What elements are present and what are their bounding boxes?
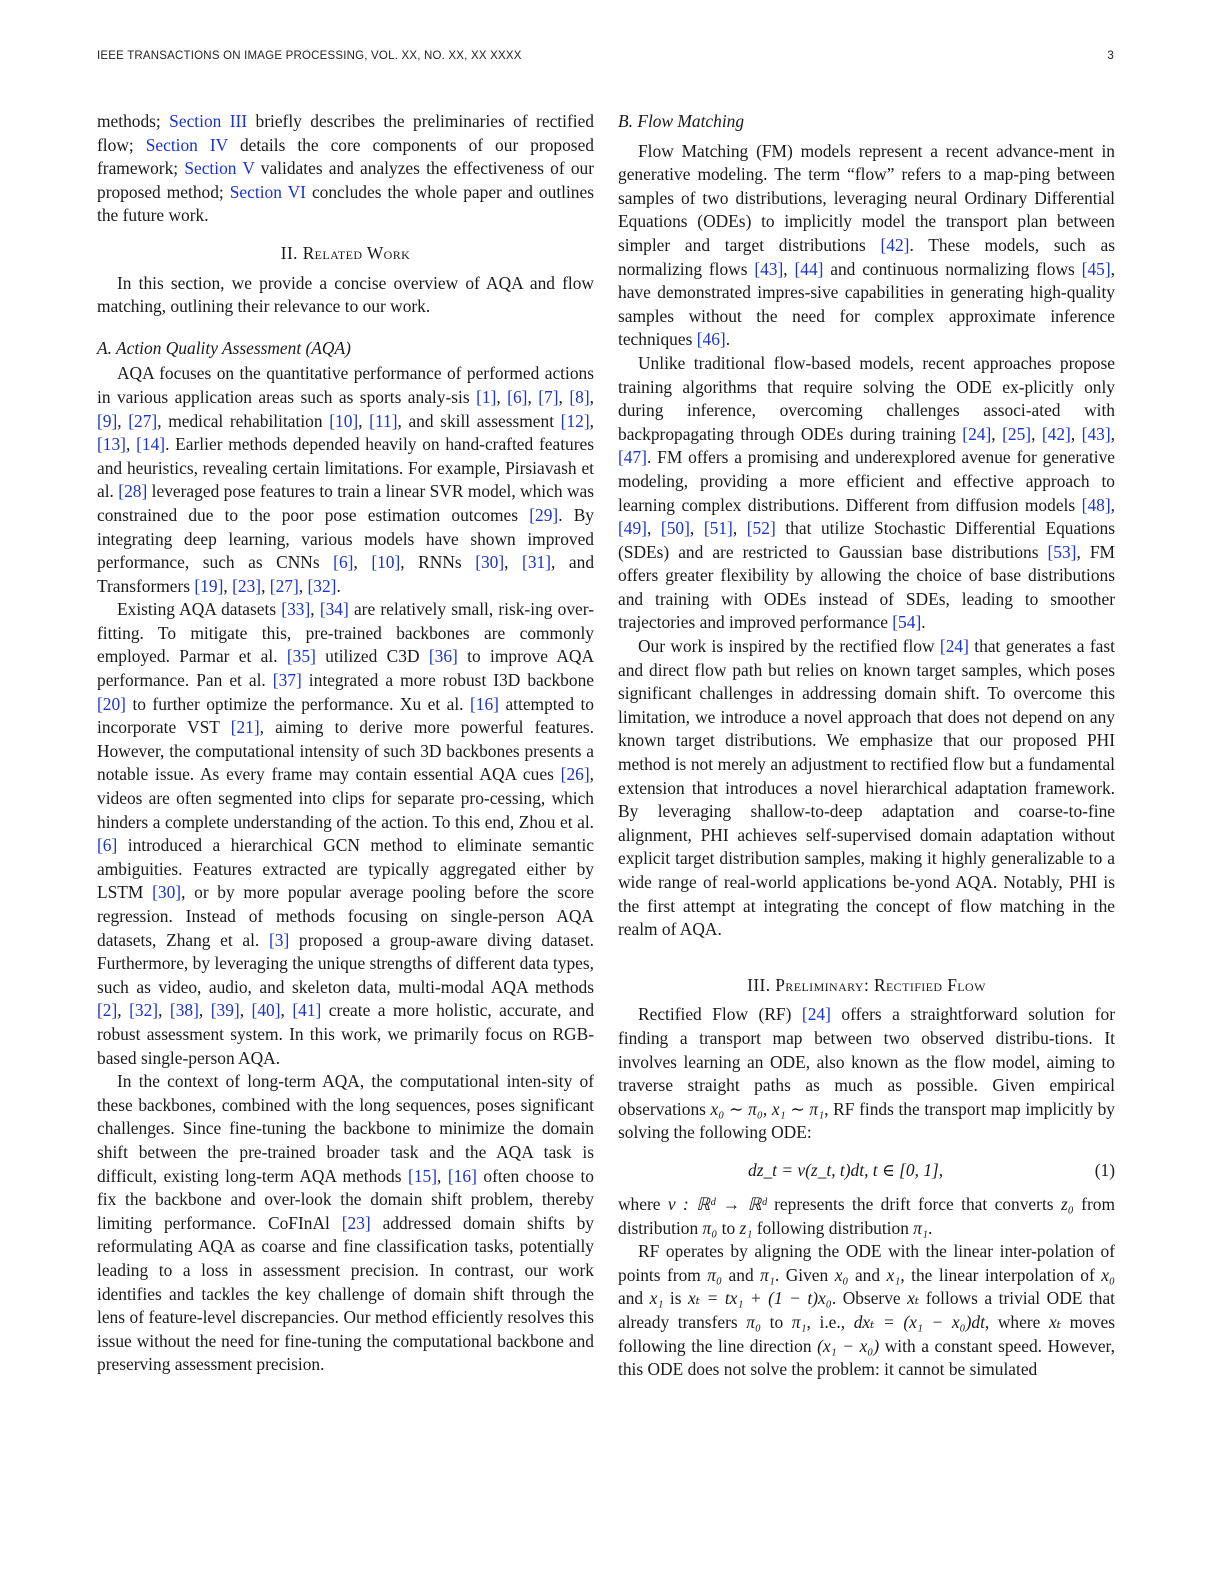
citation-link[interactable]: [8] xyxy=(569,386,590,407)
citation-link[interactable]: [27] xyxy=(269,575,299,596)
citation-link[interactable]: [7] xyxy=(538,386,559,407)
citation-link[interactable]: [32] xyxy=(129,1000,159,1021)
citation-link[interactable]: [6] xyxy=(97,835,118,856)
aqa-paragraph-3: In the context of long-term AQA, the computational inten-sity of these backbones, combined with the long sequences, poses significant challenges. Since fine-tuning the backbone to minimize the domain shift between the pre-trained broader task and the AQA task is difficult, existing long-term AQA methods [15], [16] often choose to fix the backbone and over-look the domain shift problem, thereby limiting performance. CoFInAl [23] addressed domain shifts by reformulating AQA as coarse and fine classification tasks, potentially leading to a loss in assessment precision. In contrast, our work identifies and tackles the key challenge of domain shift through the lens of feature-level discrepancies. Our method efficiently resolves this issue without the need for fine-tuning the computational backbone and preserving assessment precision. xyxy=(97,1071,595,1375)
section-heading-related-work: II. Related Work xyxy=(280,242,411,263)
citation-link[interactable]: [21] xyxy=(230,717,260,738)
citation-link[interactable]: [27] xyxy=(128,410,158,431)
citation-link[interactable]: [35] xyxy=(286,646,316,667)
citation-link[interactable]: [39] xyxy=(210,1000,240,1021)
citation-link[interactable]: [43] xyxy=(1081,423,1111,444)
citation-link[interactable]: [6] xyxy=(507,386,528,407)
citation-link[interactable]: [29] xyxy=(529,504,559,525)
fm-paragraph-2: Unlike traditional flow-based models, recent approaches propose training algorithms that require solving the ODE ex-plicitly only during inference, overcoming challenges associ-ated with backpropagating through ODEs during training [24], [25], [42], [43], [47]. FM offers a promising and underexplored avenue for generative modeling, providing a more efficient and effective approach to learning complex distributions. Different from diffusion models [48], [49], [50], [51], [52] that utilize Stochastic Differential Equations (SDEs) and are restricted to Gaussian base distributions [53], FM offers greater flexibility by allowing the choice of base distributions and training with ODEs instead of SDEs, leading to smoother trajectories and improved performance [54]. xyxy=(618,352,1116,633)
citation-link[interactable]: [13] xyxy=(97,434,126,455)
citation-link[interactable]: [50] xyxy=(660,518,690,539)
citation-link[interactable]: [42] xyxy=(880,234,910,255)
citation-link[interactable]: [38] xyxy=(169,1000,199,1021)
subsection-heading-aqa: A. Action Quality Assessment (AQA) xyxy=(97,337,351,358)
aqa-paragraph-1: AQA focuses on the quantitative performance of performed actions in various application areas such as sports analy-sis [1], [6], [7], [8], [9], [27], medical rehabilitation [10], [11], and skill assessment [12], [13], [14]. Earlier methods depended heavily on hand-crafted features and heuristics, revealing certain limitations. For example, Pirsiavash et al. [28] leveraged pose features to train a linear SVR model, which was constrained due to the poor pose estimation outcomes [29]. By integrating deep learning, various models have shown improved performance, such as CNNs [6], [10], RNNs [30], [31], and Transformers [19], [23], [27], [32]. xyxy=(97,363,595,596)
rf-paragraph-3: RF operates by aligning the ODE with the linear inter-polation of points from π₀ and π₁. Given x₀ and x₁, the linear interpolation of x₀ and x₁ is xₜ = tx₁ + (1 − t)x₀. Observe xₜ follows a trivial ODE that already transfers π₀ to π₁, i.e., dxₜ = (x₁ − x₀)dt, where xₜ moves following the line direction (x₁ − x₀) with a constant speed. However, this ODE does not solve the problem: it cannot be simulated xyxy=(618,1241,1115,1380)
citation-link[interactable]: [31] xyxy=(522,552,552,573)
rf-paragraph-2: where v : ℝᵈ → ℝᵈ represents the drift force that converts z₀ from distribution π₀ to z₁ following distribution π₁. xyxy=(618,1193,1115,1238)
citation-link[interactable]: [54] xyxy=(892,612,922,633)
citation-link[interactable]: [2] xyxy=(97,1000,118,1021)
citation-link[interactable]: [36] xyxy=(428,646,458,667)
citation-link[interactable]: [28] xyxy=(118,481,148,502)
citation-link[interactable]: [23] xyxy=(232,575,262,596)
citation-link[interactable]: [30] xyxy=(152,882,182,903)
citation-link[interactable]: [15] xyxy=(408,1165,438,1186)
citation-link[interactable]: [53] xyxy=(1047,541,1077,562)
section-heading-preliminary: III. Preliminary: Rectified Flow xyxy=(747,974,986,995)
left-column xyxy=(97,110,594,1377)
citation-link[interactable]: [11] xyxy=(369,410,398,431)
section-link[interactable]: Section V xyxy=(184,158,255,179)
aqa-paragraph-2: Existing AQA datasets [33], [34] are relatively small, risk-ing over-fitting. To mitigate this, pre-trained backbones are commonly employed. Parmar et al. [35] utilized C3D [36] to improve AQA performance. Pan et al. [37] integrated a more robust I3D backbone [20] to further optimize the performance. Xu et al. [16] attempted to incorporate VST [21], aiming to derive more powerful features. However, the computational intensity of such 3D backbones presents a notable issue. As every frame may contain essential AQA cues [26], videos are often segmented into clips for separate pro-cessing, which hinders a complete understanding of the action. To this end, Zhou et al. [6] introduced a hierarchical GCN method to eliminate semantic ambiguities. Features extracted are typically aggregated either by LSTM [30], or by more popular average pooling before the score regression. Instead of methods focusing on single-person AQA datasets, Zhang et al. [3] proposed a group-aware diving dataset. Furthermore, by leveraging the unique strengths of different data types, such as video, audio, and skeleton data, multi-modal AQA methods [2], [32], [38], [39], [40], [41] create a more holistic, accurate, and robust assessment system. In this work, we primarily focus on RGB-based single-person AQA. xyxy=(97,599,595,1068)
math-inline: x₀ ∼ π₀, x₁ ∼ π₁ xyxy=(710,1098,825,1119)
citation-link[interactable]: [44] xyxy=(794,258,824,279)
citation-link[interactable]: [10] xyxy=(329,410,359,431)
equation-body: dz_t = v(z_t, t)dt, t ∈ [0, 1], xyxy=(748,1159,944,1180)
citation-link[interactable]: [3] xyxy=(268,929,290,950)
section-link[interactable]: Section III xyxy=(169,111,248,131)
citation-link[interactable]: [30] xyxy=(475,552,505,573)
section-link[interactable]: Section VI xyxy=(229,181,306,202)
citation-link[interactable]: [10] xyxy=(371,552,401,573)
citation-link[interactable]: [16] xyxy=(470,693,499,714)
citation-link[interactable]: [16] xyxy=(447,1165,477,1186)
citation-link[interactable]: [26] xyxy=(560,764,590,785)
citation-link[interactable]: [9] xyxy=(97,410,118,431)
section-link[interactable]: Section IV xyxy=(145,134,228,155)
page-number: 3 xyxy=(1107,50,1114,62)
citation-link[interactable]: [24] xyxy=(962,423,992,444)
journal-title: IEEE TRANSACTIONS ON IMAGE PROCESSING, VOL. XX, NO. XX, XX XXXX xyxy=(97,50,522,62)
citation-link[interactable]: [46] xyxy=(696,329,726,350)
citation-link[interactable]: [37] xyxy=(272,670,302,691)
fm-paragraph-1: Flow Matching (FM) models represent a recent advance-ment in generative modeling. The term “flow” refers to a map-ping between samples of two distributions, leveraging neural Ordinary Differential Equations (ODEs) to implicitly model the transport plan between simpler and target distributions [42]. These models, such as normalizing flows [43], [44] and continuous normalizing flows [45], have demonstrated impres-sive capabilities in generating high-quality samples without the need for complex approximate inference techniques [46]. xyxy=(618,140,1115,350)
citation-link[interactable]: [12] xyxy=(560,410,590,431)
citation-link[interactable]: [51] xyxy=(703,518,733,539)
related-work-intro: In this section, we provide a concise overview of AQA and flow matching, outlining their relevance to our work. xyxy=(97,272,594,317)
citation-link[interactable]: [45] xyxy=(1081,258,1111,279)
equation-1 xyxy=(618,1155,1115,1185)
citation-link[interactable]: [6] xyxy=(333,552,354,573)
citation-link[interactable]: [1] xyxy=(476,386,497,407)
citation-link[interactable]: [33] xyxy=(281,599,311,620)
citation-link[interactable]: [20] xyxy=(97,693,126,714)
running-header xyxy=(97,50,1114,62)
citation-link[interactable]: [34] xyxy=(319,599,349,620)
equation-number: (1) xyxy=(1094,1159,1115,1180)
citation-link[interactable]: [24] xyxy=(801,1004,831,1025)
citation-link[interactable]: [19] xyxy=(194,575,224,596)
citation-link[interactable]: [40] xyxy=(251,1000,281,1021)
citation-link[interactable]: [24] xyxy=(939,636,969,657)
citation-link[interactable]: [25] xyxy=(1002,423,1032,444)
citation-link[interactable]: [43] xyxy=(754,258,784,279)
citation-link[interactable]: [47] xyxy=(618,447,647,468)
citation-link[interactable]: [32] xyxy=(307,575,337,596)
fm-paragraph-3: Our work is inspired by the rectified flow [24] that generates a fast and direct flow path but relies on known target samples, which poses significant challenges in addressing domain shift. To overcome this limitation, we introduce a novel approach that does not depend on any known target distributions. We emphasize that our proposed PHI method is not merely an adjustment to rectified flow but a fundamental extension that introduces a novel hierarchical adaptation framework. By leveraging shallow-to-deep adaptation and coarse-to-fine alignment, PHI achieves self-supervised domain adaptation without explicit target distribution samples, making it highly generalizable to a wide range of real-world applications be-yond AQA. Notably, PHI is the first attempt at integrating the concept of flow matching in the realm of AQA. xyxy=(618,636,1115,940)
citation-link[interactable]: [52] xyxy=(746,518,776,539)
citation-link[interactable]: [48] xyxy=(1081,494,1111,515)
right-column xyxy=(618,110,1115,1382)
rf-paragraph-1: Rectified Flow (RF) [24] offers a straightforward solution for finding a transport map between two observed distribu-tions. It involves learning an ODE, also known as the flow model, aiming to traverse straight paths as much as possible. Given empirical observations x₀ ∼ π₀, x₁ ∼ π₁, RF finds the transport map implicitly by solving the following ODE: xyxy=(618,1004,1115,1143)
intro-paragraph: methods; Section III briefly describes the preliminaries of rectified flow; Section IV details the core components of our proposed framework; Section V validates and analyzes the effectiveness of our proposed method; Section VI concludes the whole paper and outlines the future work. xyxy=(97,111,594,226)
subsection-heading-flow-matching: B. Flow Matching xyxy=(618,111,745,131)
citation-link[interactable]: [49] xyxy=(618,518,647,539)
citation-link[interactable]: [23] xyxy=(341,1212,371,1233)
citation-link[interactable]: [41] xyxy=(292,1000,322,1021)
citation-link[interactable]: [14] xyxy=(136,434,166,455)
citation-link[interactable]: [42] xyxy=(1041,423,1071,444)
